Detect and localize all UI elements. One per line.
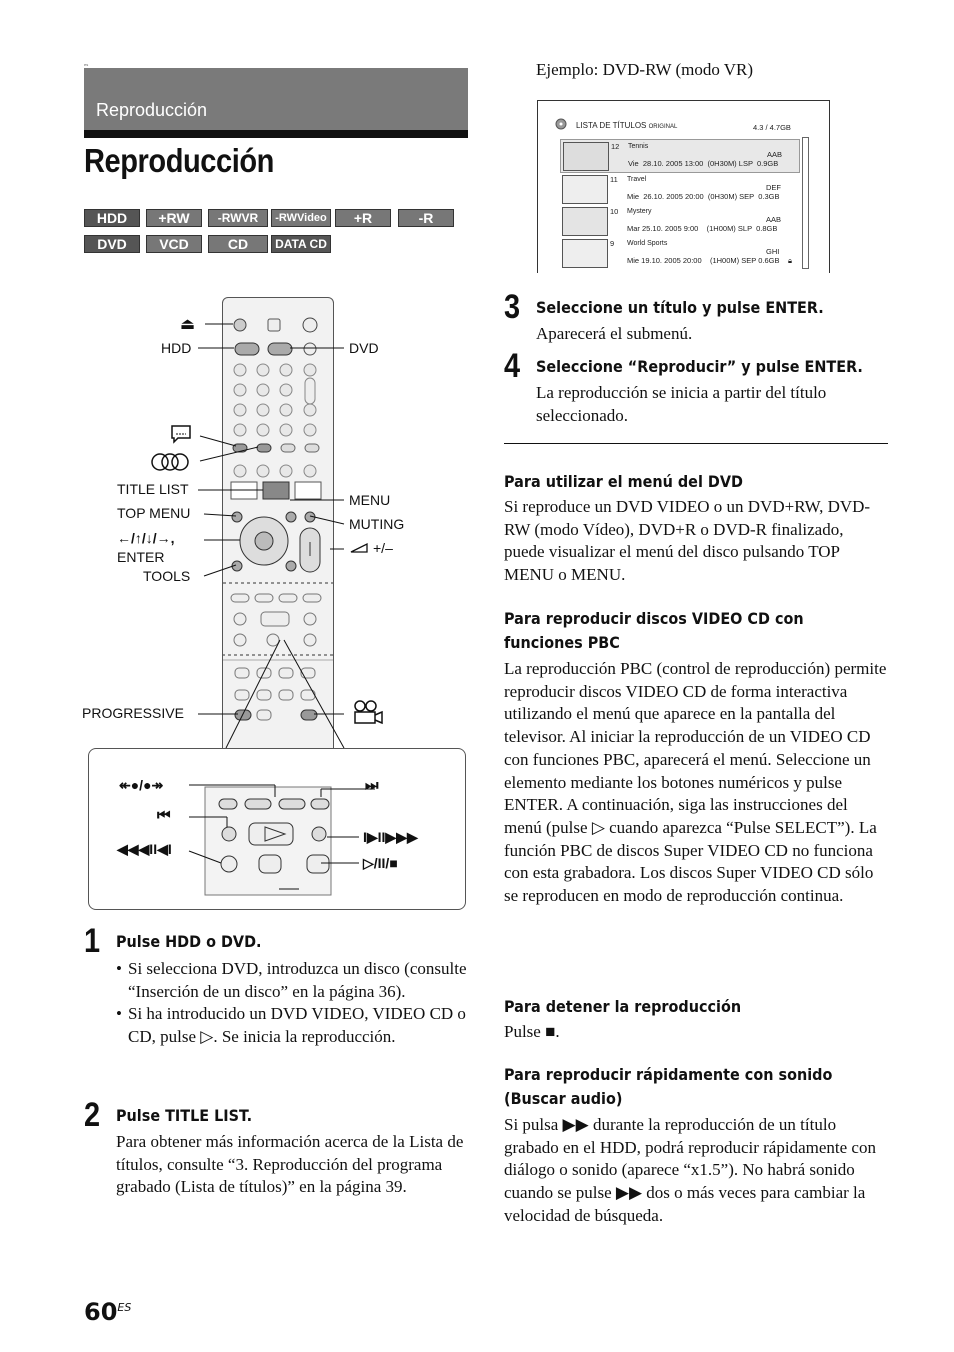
label-enter: ENTER <box>117 549 165 565</box>
volume-icon <box>349 541 369 557</box>
title-list-screen <box>537 100 830 273</box>
forward-slow-icon: I▶II▶▶▶ <box>363 829 418 845</box>
section-heading: Para reproducir rápidamente con sonido (Buscar audio) <box>504 1065 833 1108</box>
section-text: Si reproduce un DVD VIDEO o un DVD+RW, DVD-RW (modo Vídeo), DVD+R o DVD-R finalizado, puede visualizar el menú del disco pulsando TOP MENU o MENU. <box>504 497 871 585</box>
section-heading: Para utilizar el menú del DVD <box>504 472 743 491</box>
thumbnail <box>562 175 608 204</box>
row-number: 11 <box>610 175 618 184</box>
step-4-text: La reproducción se inicia a partir del título seleccionado. <box>536 383 827 425</box>
row-code: AAB <box>766 215 782 224</box>
list-title: LISTA DE TÍTULOS ORIGINAL <box>576 121 678 130</box>
section-heading: Para reproducir discos VIDEO CD con funciones PBC <box>504 609 804 652</box>
row-info: Vie 28.10. 2005 13:00 (0H30M) LSP 0.9GB <box>628 159 779 168</box>
scrollbar[interactable] <box>802 137 809 269</box>
lock-icon: 🔒︎ <box>788 256 792 265</box>
badge-rw-video: -RWVideo <box>271 209 331 227</box>
step-3-title: Seleccione un título y pulse ENTER. <box>536 298 824 317</box>
label-top-menu: TOP MENU <box>117 505 191 521</box>
disc-icon <box>555 118 567 132</box>
section-band-label: Reproducción <box>96 100 208 120</box>
label-menu: MENU <box>349 492 391 508</box>
row-code: AAB <box>767 150 783 159</box>
step-1-bullets <box>116 958 470 1049</box>
row-info: Mie 19.10. 2005 20:00 (1H00M) SEP 0.6GB <box>627 256 780 265</box>
capacity: 4.3 / 4.7GB <box>753 123 791 132</box>
rewind-slow-icon: ◀◀◀II◀I <box>117 841 172 857</box>
badge-hdd: HDD <box>84 209 140 227</box>
thumbnail <box>562 207 608 236</box>
row-name: World Sports <box>627 240 668 247</box>
row-number: 12 <box>611 142 620 151</box>
page-number: $60^{ES}$ <box>84 1298 132 1326</box>
section-text: La reproducción PBC (control de reproducción) permite reproducir discos VIDEO CD de forma interactiva utilizando el menú que aparece en la pantalla del televisor. Al iniciar la reproducción de un VIDEO CD con funciones PBC, aparecerá el menú. Seleccione un elemento mediante los botones numéricos y pulse ENTER. A continuación, siga las instrucciones del menú (pulse ▷ cuando aparezca “Pulse SELECT”). La función PBC de discos Super VIDEO CD no funciona con esta grabadora. Los discos Super VIDEO CD sólo se reproducen en modo de reproducción continua. <box>504 659 887 906</box>
step-2-text: Para obtener más información acerca de la Lista de títulos, consulte “3. Reproducción del programa grabado (Lista de títulos)” en la página 39. <box>116 1132 464 1197</box>
title-row[interactable] <box>560 237 798 271</box>
title-row[interactable] <box>560 205 798 237</box>
example-caption: Ejemplo: DVD-RW (modo VR) <box>536 60 754 79</box>
section-text: Pulse ■. <box>504 1022 560 1041</box>
label-progressive: PROGRESSIVE <box>82 705 184 721</box>
divider <box>504 443 888 444</box>
replay-advance-icon: ↞●/●↠ <box>119 777 164 793</box>
step-1-number: 1 <box>84 922 101 960</box>
play-pause-stop-icon: ▷/II/■ <box>363 855 398 871</box>
next-icon: ⏭ <box>365 777 379 794</box>
label-muting: MUTING <box>349 516 405 532</box>
step-2-number: 2 <box>84 1096 101 1134</box>
row-number: 9 <box>610 239 615 248</box>
label-title-list: TITLE LIST <box>117 481 189 497</box>
step-4-number: 4 <box>504 347 521 385</box>
subtitle-icon <box>170 424 192 447</box>
page-title: Reproducción <box>84 142 274 179</box>
row-name: Travel <box>627 176 647 183</box>
row-info: Mie 26.10. 2005 20:00 (0H30M) SEP 0.3GB <box>627 192 780 201</box>
badge-rw-vr: -RWVR <box>208 209 268 227</box>
badge-data-cd: DATA CD <box>271 235 331 253</box>
step-1-bullet: • Si selecciona DVD, introduzca un disco (consulte “Inserción de un disco” en la página 36). <box>116 959 467 1001</box>
section-marker: es <box>84 62 89 67</box>
audio-icon <box>150 452 190 475</box>
previous-icon: ⏮ <box>157 807 171 824</box>
step-1-bullet: • Si ha introducido un DVD VIDEO, VIDEO CD o CD, pulse ▷. Se inicia la reproducción. <box>116 1004 466 1047</box>
row-code: DEF <box>766 183 781 192</box>
row-name: Tennis <box>628 143 649 150</box>
label-tools: TOOLS <box>143 568 191 584</box>
badge-plus-rw: +RW <box>146 209 202 227</box>
badge-minus-r: -R <box>398 209 454 227</box>
section-heading: Para detener la reproducción <box>504 997 742 1016</box>
label-volume: +/– <box>373 540 393 556</box>
step-1-title: Pulse HDD o DVD. <box>116 932 262 951</box>
row-name: Mystery <box>627 208 652 215</box>
step-3-text: Aparecerá el submenú. <box>536 324 693 343</box>
step-4-title: Seleccione “Reproducir” y pulse ENTER. <box>536 357 863 376</box>
label-dvd: DVD <box>349 340 379 356</box>
title-row[interactable] <box>560 139 800 173</box>
step-2-title: Pulse TITLE LIST. <box>116 1106 253 1125</box>
badge-vcd: VCD <box>146 235 202 253</box>
badge-plus-r: +R <box>335 209 391 227</box>
row-number: 10 <box>610 207 619 216</box>
step-3-number: 3 <box>504 288 521 326</box>
label-arrows: ←/↑/↓/→, <box>117 530 175 546</box>
transport-inset <box>88 748 466 910</box>
row-code: GHI <box>766 247 780 256</box>
badge-cd: CD <box>208 235 268 253</box>
section-text: Si pulsa ▶▶ durante la reproducción de un título grabado en el HDD, podrá reproducir rápidamente con diálogo o sonido (aparece “x1.5”). No habrá sonido cuando se pulse ▶▶ dos o más veces para cambiar la velocidad de búsqueda. <box>504 1115 876 1225</box>
label-hdd: HDD <box>161 340 192 356</box>
thumbnail <box>562 239 608 268</box>
title-row[interactable] <box>560 173 798 205</box>
camera-angle-icon <box>352 700 384 729</box>
thumbnail <box>563 142 609 171</box>
badge-dvd: DVD <box>84 235 140 253</box>
eject-icon: ⏏ <box>180 316 196 333</box>
row-info: Mar 25.10. 2005 9:00 (1H00M) SLP 0.8GB <box>627 224 778 233</box>
